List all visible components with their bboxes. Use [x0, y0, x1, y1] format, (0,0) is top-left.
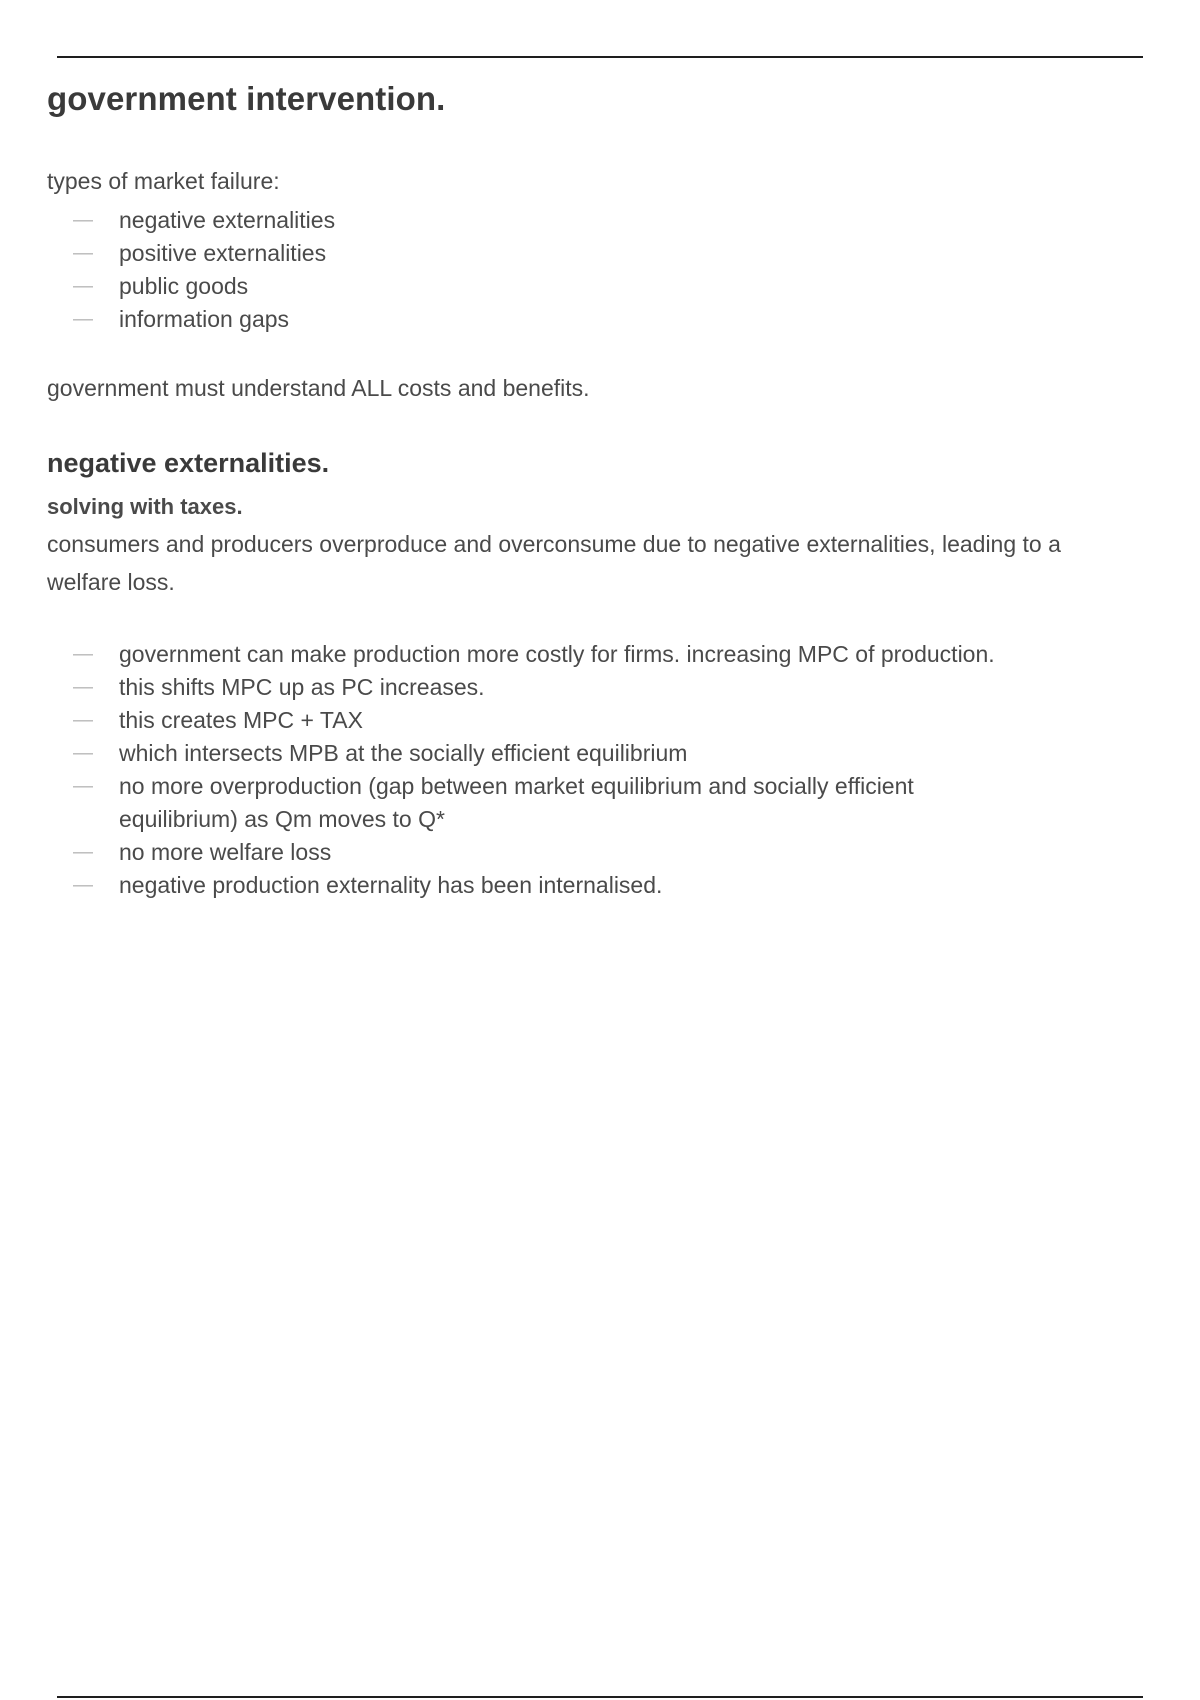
market-failure-label: types of market failure:: [47, 168, 280, 194]
list-item: — government can make production more costly for firms. increasing MPC of production.: [47, 638, 1107, 671]
market-failure-list: [47, 204, 1107, 336]
dash-bullet: —: [73, 676, 93, 698]
section-paragraph: consumers and producers overproduce and overconsume due to negative externalities, leading to a welfare loss.: [47, 531, 1061, 595]
list-item: — positive externalities: [47, 237, 1107, 270]
dash-bullet: —: [73, 775, 93, 797]
dash-bullet: —: [73, 242, 93, 264]
list-item: — this creates MPC + TAX: [47, 704, 1107, 737]
page-title: government intervention.: [47, 80, 446, 117]
list-item: — this shifts MPC up as PC increases.: [47, 671, 1107, 704]
bottom-border-rule: [57, 1696, 1143, 1698]
section-subheading: solving with taxes.: [47, 494, 243, 519]
dash-bullet: —: [73, 709, 93, 731]
top-border-rule: [57, 56, 1143, 58]
list-item: — which intersects MPB at the socially efficient equilibrium: [47, 737, 1107, 770]
list-item: — no more overproduction (gap between market equilibrium and socially efficient equilibrium) as Qm moves to Q*: [47, 770, 1019, 836]
list-item: — no more welfare loss: [47, 836, 1107, 869]
dash-bullet: —: [73, 209, 93, 231]
list-item: — information gaps: [47, 303, 1107, 336]
dash-bullet: —: [73, 874, 93, 896]
dash-bullet: —: [73, 841, 93, 863]
dash-bullet: —: [73, 308, 93, 330]
list-item: — public goods: [47, 270, 1107, 303]
list-item: — negative externalities: [47, 204, 1107, 237]
tax-points-list: [47, 638, 1107, 902]
dash-bullet: —: [73, 643, 93, 665]
dash-bullet: —: [73, 742, 93, 764]
costs-benefits-statement: government must understand ALL costs and benefits.: [47, 375, 590, 401]
dash-bullet: —: [73, 275, 93, 297]
list-item: — negative production externality has been internalised.: [47, 869, 1107, 902]
section-heading: negative externalities.: [47, 448, 330, 478]
